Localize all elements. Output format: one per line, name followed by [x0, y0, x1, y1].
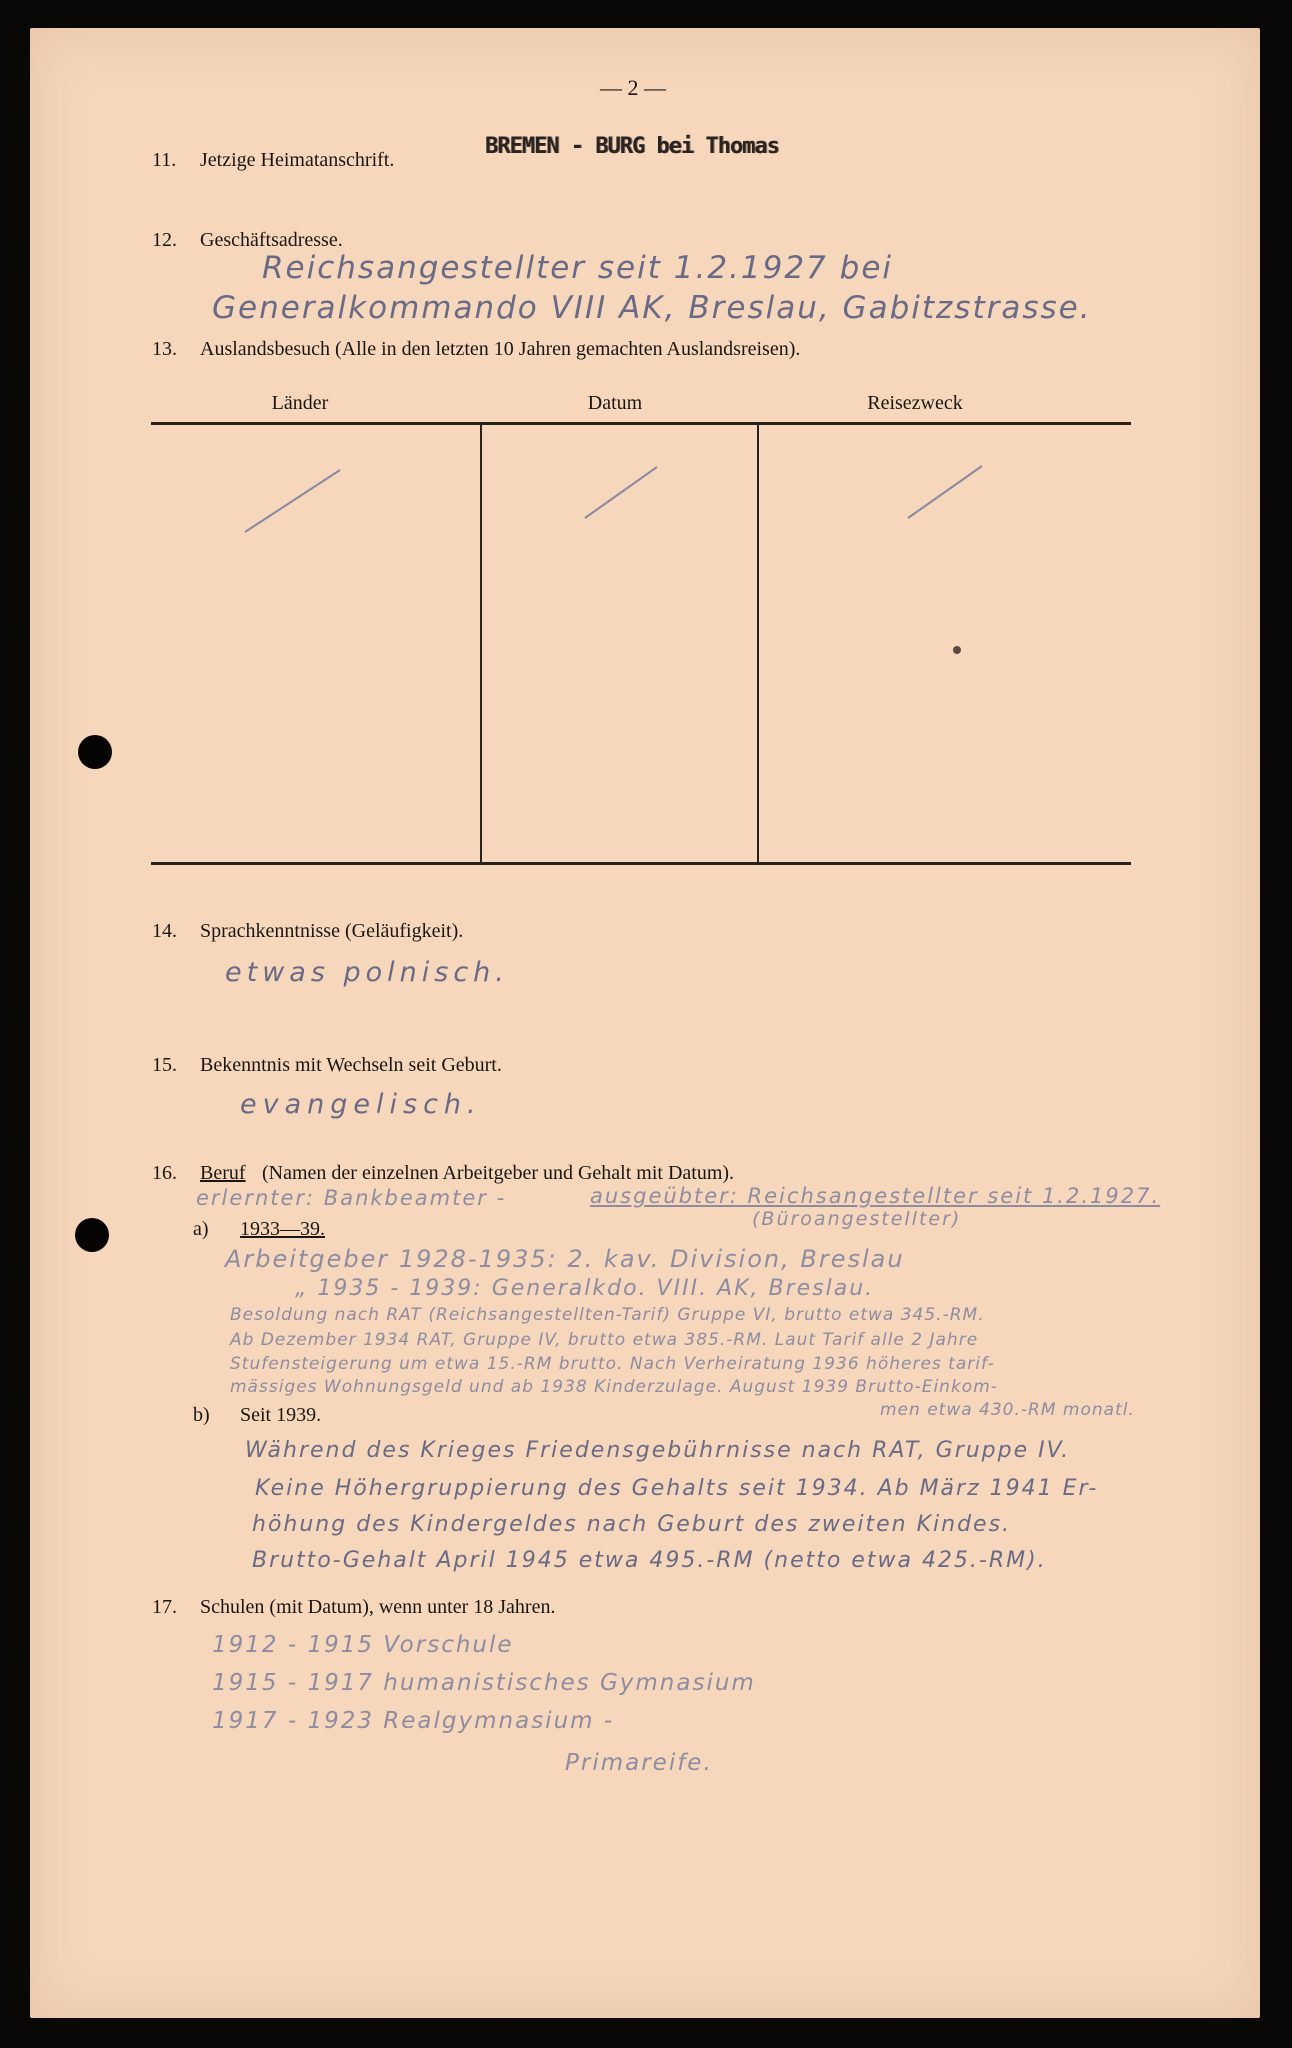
q16-a-hand-line-6: mässiges Wohnungsgeld und ab 1938 Kinderzulage. August 1939 Brutto-Einkom- — [230, 1377, 998, 1397]
q12-hand-line-2: Generalkommando VIII AK, Breslau, Gabitzstrasse. — [212, 290, 1092, 326]
q15-hand-answer: evangelisch. — [240, 1089, 482, 1120]
q14-label: Sprachkenntnisse (Geläufigkeit). — [200, 920, 464, 942]
q16-a-hand-line-5: Stufensteigerung um etwa 15.-RM brutto. Nach Verheiratung 1936 höheres tarif- — [230, 1354, 995, 1374]
q16-a-hand-line-7: men etwa 430.-RM monatl. — [880, 1400, 1135, 1420]
travel-table-header-purpose: Reisezweck — [867, 392, 963, 414]
q11-typed-address: BREMEN - BURG bei Thomas — [485, 134, 779, 159]
q14-number: 14. — [152, 920, 177, 942]
q16-a-hand-line-4: Ab Dezember 1934 RAT, Gruppe IV, brutto etwa 385.-RM. Laut Tarif alle 2 Jahre — [230, 1330, 979, 1350]
q17-label: Schulen (mit Datum), wenn unter 18 Jahren. — [200, 1596, 556, 1618]
travel-table-header-countries: Länder — [271, 392, 329, 414]
q16-label-word: Beruf — [200, 1162, 246, 1184]
ink-dot — [953, 646, 961, 654]
q16-hand-practiced: ausgeübter: Reichsangestellter seit 1.2.1927. — [590, 1184, 1161, 1208]
q16-a-hand-line-1: Arbeitgeber 1928-1935: 2. kav. Division, Breslau — [225, 1245, 905, 1273]
q11-number: 11. — [152, 149, 177, 171]
q16-number: 16. — [152, 1162, 177, 1184]
q16-a-label: a) — [193, 1218, 209, 1240]
strike-mark-date — [585, 467, 657, 518]
travel-table-header-date: Datum — [587, 392, 643, 414]
q12-label: Geschäftsadresse. — [200, 229, 343, 251]
q16-hand-office-clerk: (Büroangestellter) — [752, 1208, 962, 1230]
q16-b-hand-line-2: Keine Höhergruppierung des Gehalts seit 1934. Ab März 1941 Er- — [255, 1476, 1099, 1501]
q16-hand-trained: erlernter: Bankbeamter - — [196, 1186, 507, 1210]
q14-hand-answer: etwas polnisch. — [225, 957, 509, 988]
q16-a-hand-line-2: „ 1935 - 1939: Generalkdo. VIII. AK, Breslau. — [295, 1276, 875, 1301]
page-number: — 2 — — [600, 75, 666, 100]
q13-number: 13. — [152, 338, 177, 360]
q15-number: 15. — [152, 1054, 177, 1076]
strike-mark-countries — [245, 470, 340, 532]
q16-b-text: Seit 1939. — [240, 1404, 322, 1426]
q16-b-hand-line-3: höhung des Kindergeldes nach Geburt des zweiten Kindes. — [252, 1512, 1012, 1537]
q16-a-hand-line-3: Besoldung nach RAT (Reichsangestellten-Tarif) Gruppe VI, brutto etwa 345.-RM. — [230, 1305, 985, 1325]
q16-a-years: 1933—39. — [240, 1218, 325, 1240]
q12-hand-line-1: Reichsangestellter seit 1.2.1927 bei — [262, 250, 893, 286]
strike-mark-purpose — [908, 466, 982, 518]
q17-hand-line-2: 1915 - 1917 humanistisches Gymnasium — [212, 1670, 756, 1696]
q16-b-hand-line-4: Brutto-Gehalt April 1945 etwa 495.-RM (netto etwa 425.-RM). — [252, 1548, 1047, 1573]
q17-hand-line-4: Primareife. — [565, 1750, 713, 1776]
q16-b-label: b) — [193, 1404, 210, 1426]
q17-hand-line-3: 1917 - 1923 Realgymnasium - — [212, 1708, 615, 1734]
q12-number: 12. — [152, 229, 177, 251]
q16-b-hand-line-1: Während des Krieges Friedensgebührnisse nach RAT, Gruppe IV. — [245, 1438, 1071, 1463]
q15-label: Bekenntnis mit Wechseln seit Geburt. — [200, 1054, 502, 1076]
q13-label: Auslandsbesuch (Alle in den letzten 10 Jahren gemachten Auslandsreisen). — [200, 338, 801, 360]
q11-label: Jetzige Heimatanschrift. — [200, 149, 395, 171]
q17-number: 17. — [152, 1596, 177, 1618]
q17-hand-line-1: 1912 - 1915 Vorschule — [212, 1632, 514, 1658]
q16-label-rest: (Namen der einzelnen Arbeitgeber und Gehalt mit Datum). — [262, 1162, 735, 1184]
